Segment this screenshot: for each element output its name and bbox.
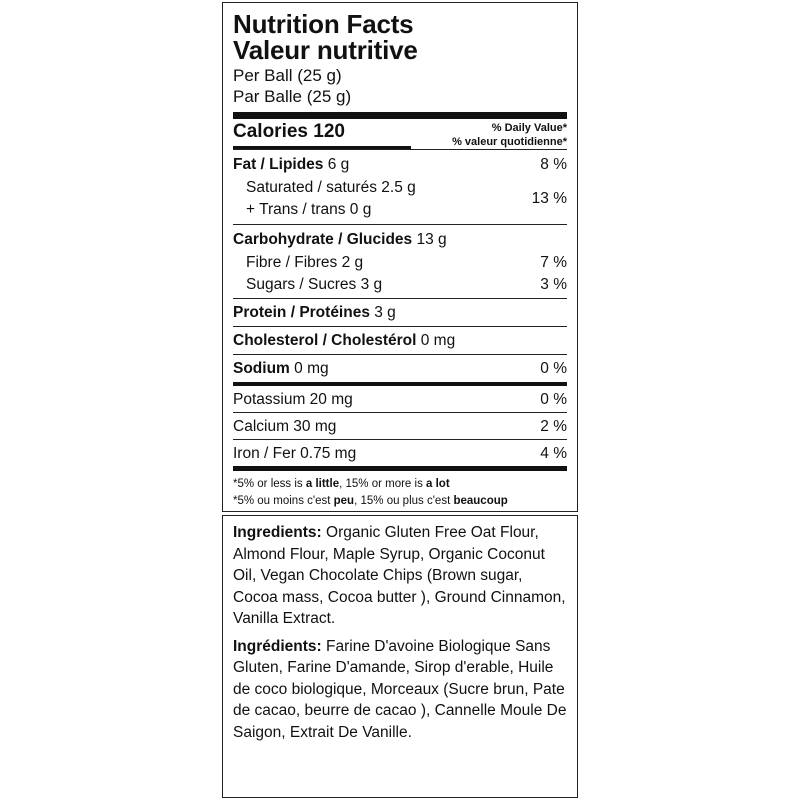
footnote-text: , 15% or more is	[339, 478, 427, 490]
sat-trans-group	[233, 177, 567, 221]
title-english: Nutrition Facts	[233, 9, 414, 39]
footnote-text: *5% or less is	[233, 478, 306, 490]
footnote-text: *5% ou moins c'est	[233, 495, 334, 507]
cholesterol-row	[233, 327, 567, 354]
calcium-row	[233, 413, 567, 439]
fat-amount: 6 g	[323, 156, 350, 173]
calcium-dv: 2 %	[540, 417, 567, 435]
footnote-english	[233, 476, 567, 493]
potassium-dv: 0 %	[540, 390, 567, 408]
protein-row	[233, 299, 567, 326]
sugars-label: Sugars / Sucres 3 g	[246, 276, 383, 293]
ingredients-heading-english: Ingredients:	[233, 524, 322, 541]
protein-amount: 3 g	[369, 304, 396, 321]
footnote-bold: peu	[333, 495, 355, 507]
fibre-label: Fibre / Fibres 2 g	[246, 254, 364, 271]
fat-group	[233, 150, 567, 224]
calcium-label: Calcium 30 mg	[233, 417, 337, 435]
iron-dv: 4 %	[540, 444, 567, 462]
daily-value-french: % valeur quotidienne*	[452, 136, 567, 148]
fat-dv: 8 %	[540, 156, 567, 173]
calories-row	[233, 119, 567, 146]
fat-label: Fat / Lipides	[233, 156, 324, 173]
ingredients-text-english: Organic Gluten Free Oat Flour, Almond Flour, Maple Syrup, Organic Coconut Oil, Vegan Chocolate Chips (Brown sugar, Cocoa mass, Cocoa butter ), Ground Cinnamon, Vanilla Extract.	[233, 524, 566, 627]
serving-size-french: Par Balle (25 g)	[233, 87, 352, 106]
cholesterol-label: Cholesterol / Cholestérol	[233, 332, 417, 349]
footnote-bold: a little	[305, 478, 340, 490]
ingredients-heading-french: Ingrédients:	[233, 637, 322, 655]
protein-label: Protein / Protéines	[233, 304, 370, 321]
thick-divider	[233, 466, 567, 471]
carbohydrate-row	[233, 230, 567, 249]
footnote	[233, 476, 567, 510]
footnote-bold: a lot	[426, 478, 450, 490]
sat-trans-dv: 13 %	[531, 190, 567, 207]
sugars-dv: 3 %	[540, 276, 567, 293]
saturated-row	[233, 177, 416, 199]
saturated-label: Saturated / saturés 2.5 g	[246, 179, 416, 196]
fibre-dv: 7 %	[540, 254, 567, 271]
footnote-bold: beaucoup	[453, 495, 508, 507]
trans-row	[233, 199, 416, 221]
cholesterol-amount: 0 mg	[416, 332, 456, 349]
sugars-row	[233, 275, 567, 294]
thick-divider	[233, 112, 567, 119]
sodium-label: Sodium	[233, 360, 290, 377]
trans-label: + Trans / trans 0 g	[246, 201, 372, 218]
sodium-row	[233, 355, 567, 382]
potassium-label: Potassium 20 mg	[233, 390, 353, 408]
carbohydrate-group	[233, 225, 567, 298]
footnote-text: , 15% ou plus c'est	[354, 495, 454, 507]
ingredients-english	[233, 522, 567, 630]
carbohydrate-label: Carbohydrate / Glucides	[233, 231, 413, 248]
fat-row	[233, 155, 567, 174]
ingredients-panel	[222, 515, 578, 798]
calories-label: Calories 120	[233, 121, 345, 142]
serving-size-english: Per Ball (25 g)	[233, 66, 342, 85]
daily-value-english: % Daily Value*	[491, 122, 567, 134]
fibre-row	[233, 253, 567, 272]
iron-label: Iron / Fer 0.75 mg	[233, 444, 357, 462]
nutrition-facts-panel	[222, 2, 578, 512]
daily-value-header	[452, 121, 567, 149]
carbohydrate-amount: 13 g	[412, 231, 447, 248]
iron-row	[233, 440, 567, 466]
title-french: Valeur nutritive	[233, 35, 418, 65]
sodium-amount: 0 mg	[289, 360, 329, 377]
footnote-french	[233, 493, 567, 510]
sodium-dv: 0 %	[540, 360, 567, 377]
ingredients-text-french: Farine D'avoine Biologique Sans Gluten, Farine D'amande, Sirop d'erable, Huile de coco biologique, Morceaux (Sucre brun, Pate de cacao, beurre de cacao ), Cannelle Moule De Saigon, Extrait De Vanille.	[233, 637, 567, 741]
ingredients-french	[233, 636, 567, 744]
potassium-row	[233, 386, 567, 412]
